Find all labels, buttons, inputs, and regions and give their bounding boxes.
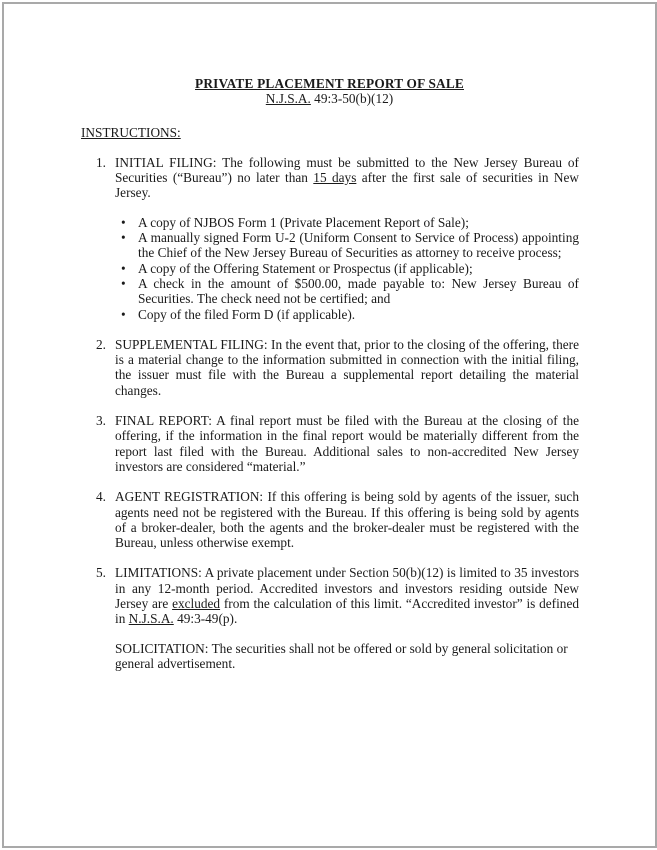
list-item [115,276,579,307]
underlined-text: N.J.S.A. [128,611,174,627]
list-item [115,230,579,261]
bullet-icon: • [121,214,126,230]
instructions-heading: INSTRUCTIONS: [81,124,181,140]
list-item-text: A check in the amount of $500.00, made payable to: New Jersey Bureau of Securities. The check need not be certified; and [138,275,579,307]
item-number: 3. [96,413,106,429]
bullet-icon: • [121,260,126,276]
filing-checklist [115,215,579,322]
list-item [115,261,579,276]
bullet-icon: • [121,306,126,322]
instruction-item-final-report [81,413,579,474]
instruction-text: SUPPLEMENTAL FILING: In the event that, prior to the closing of the offering, there is a material change to the information submitted in connection with the initial filing, the issuer must file with the Bureau a supplemental report detailing the material changes. [115,336,579,398]
page-content [4,4,655,671]
list-item [115,215,579,230]
list-item [115,307,579,322]
bullet-icon: • [121,275,126,291]
bullet-icon: • [121,230,126,246]
item-number: 1. [96,154,106,170]
instruction-text [115,155,579,201]
list-item-text: A copy of NJBOS Form 1 (Private Placement Report of Sale); [138,214,469,230]
list-item-text: A manually signed Form U-2 (Uniform Consent to Service of Process) appointing the Chief of the New Jersey Bureau of Securities as attorney to receive process; [138,230,579,261]
text-segment: from the calculation of this limit. “Accredited investor” is defined in [115,596,579,627]
item-number: 2. [96,336,106,352]
instruction-item-limitations [81,565,579,626]
list-item-text: A copy of the Offering Statement or Prospectus (if applicable); [138,260,473,276]
item-number: 4. [96,489,106,505]
text-segment: INITIAL FILING: The following must be submitted to the New Jersey Bureau of Securities (“Bureau”) no later than [115,154,579,186]
list-item-text: Copy of the filed Form D (if applicable). [138,306,356,322]
instruction-item-agent-registration [81,489,579,550]
underlined-text: 15 days [313,170,357,186]
document-title: PRIVATE PLACEMENT REPORT OF SALE [195,76,464,91]
item-number: 5. [96,565,106,581]
text-segment: after the first sale of securities in New Jersey. [115,170,579,201]
instruction-item-supplemental-filing [81,337,579,398]
instruction-item-initial-filing [81,155,579,201]
solicitation-paragraph: SOLICITATION: The securities shall not be offered or sold by general solicitation or general advertisement. [115,640,568,671]
statute-citation: N.J.S.A. [265,91,311,107]
statute-section: 49:3-50(b)(12) [310,91,394,107]
instruction-text: FINAL REPORT: A final report must be filed with the Bureau at the closing of the offering, if the information in the final report would be materially different from the report last filed with the Bureau. Additional sales to non-accredited New Jersey investors are considered “material.” [115,413,579,474]
document-header [4,76,655,107]
text-segment: 49:3-49(p). [173,611,238,627]
document-body [4,125,655,672]
instruction-text [115,565,579,626]
instruction-text: AGENT REGISTRATION: If this offering is being sold by agents of the issuer, such agents need not be registered with the Bureau. If this offering is being sold by agents of a broker-dealer, both the agents and the broker-dealer must be registered with the Bureau, unless otherwise exempt. [115,489,579,551]
document-statute-line [4,91,655,106]
text-segment: LIMITATIONS: A private placement under Section 50(b)(12) is limited to 35 investors in any 12-month period. Accredited investors and investors residing outside New Jersey are [115,565,579,612]
underlined-text: excluded [172,596,221,612]
document-page [2,2,657,848]
